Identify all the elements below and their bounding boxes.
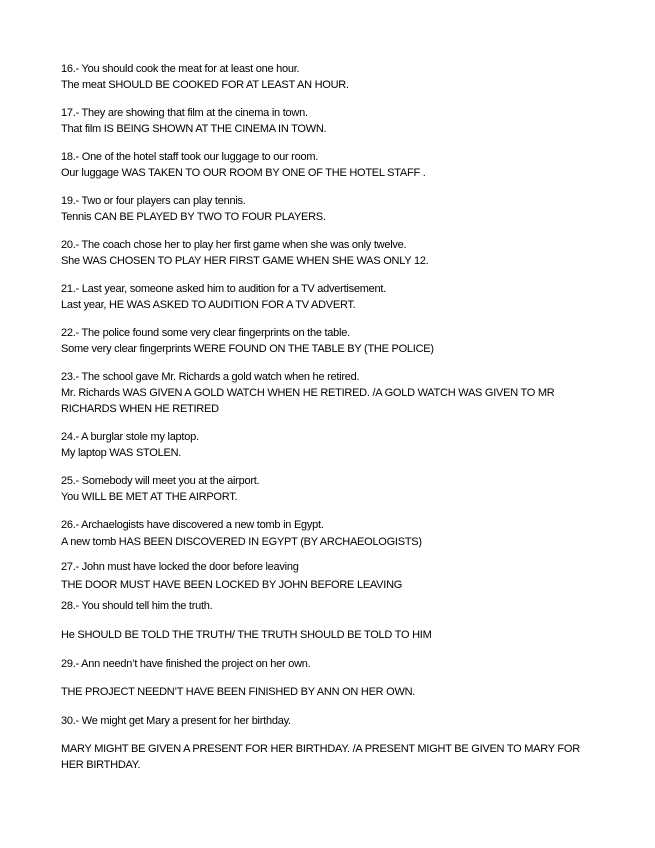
exercise-25-answer: You WILL BE MET AT THE AIRPORT.	[61, 491, 238, 503]
exercise-20-answer: She WAS CHOSEN TO PLAY HER FIRST GAME WHEN SHE WAS ONLY 12.	[61, 255, 429, 267]
exercise-17-question: 17.- They are showing that film at the cinema in town.	[61, 107, 308, 119]
exercise-19-answer: Tennis CAN BE PLAYED BY TWO TO FOUR PLAYERS.	[61, 211, 326, 223]
exercise-16-question: 16.- You should cook the meat for at least one hour.	[61, 63, 300, 75]
exercise-19-question: 19.- Two or four players can play tennis.	[61, 195, 246, 207]
exercise-16-answer: The meat SHOULD BE COOKED FOR AT LEAST AN HOUR.	[61, 79, 349, 91]
exercise-20-question: 20.- The coach chose her to play her first game when she was only twelve.	[61, 239, 407, 251]
exercise-23-answer: Mr. Richards WAS GIVEN A GOLD WATCH WHEN HE RETIRED. /A GOLD WATCH WAS GIVEN TO MR RICHARDS WHEN HE RETIRED	[61, 387, 555, 415]
exercise-18-question: 18.- One of the hotel staff took our luggage to our room.	[61, 151, 319, 163]
exercise-21-answer: Last year, HE WAS ASKED TO AUDITION FOR A TV ADVERT.	[61, 299, 356, 311]
exercise-26-answer: A new tomb HAS BEEN DISCOVERED IN EGYPT (BY ARCHAEOLOGISTS)	[61, 536, 422, 548]
exercise-22-answer: Some very clear fingerprints WERE FOUND ON THE TABLE BY (THE POLICE)	[61, 343, 434, 355]
exercise-24-answer: My laptop WAS STOLEN.	[61, 447, 182, 459]
exercise-18-answer: Our luggage WAS TAKEN TO OUR ROOM BY ONE OF THE HOTEL STAFF .	[61, 167, 426, 179]
exercise-22-question: 22.- The police found some very clear fingerprints on the table.	[61, 327, 350, 339]
exercise-27-question: 27.- John must have locked the door before leaving	[61, 561, 299, 573]
exercise-24-question: 24.- A burglar stole my laptop.	[61, 431, 199, 443]
exercise-17-answer: That film IS BEING SHOWN AT THE CINEMA IN TOWN.	[61, 123, 327, 135]
exercise-26-question: 26.- Archaelogists have discovered a new tomb in Egypt.	[61, 519, 324, 531]
exercise-27-answer: THE DOOR MUST HAVE BEEN LOCKED BY JOHN BEFORE LEAVING	[61, 579, 403, 591]
exercise-25-question: 25.- Somebody will meet you at the airport.	[61, 475, 260, 487]
exercise-23-question: 23.- The school gave Mr. Richards a gold watch when he retired.	[61, 371, 360, 383]
exercise-21-question: 21.- Last year, someone asked him to audition for a TV advertisement.	[61, 283, 386, 295]
exercise-30-question: 30.- We might get Mary a present for her birthday.	[61, 715, 291, 727]
exercise-29-answer: THE PROJECT NEEDN’T HAVE BEEN FINISHED BY ANN ON HER OWN.	[61, 686, 416, 698]
exercise-29-question: 29.- Ann needn’t have finished the project on her own.	[61, 658, 311, 670]
exercise-30-answer: MARY MIGHT BE GIVEN A PRESENT FOR HER BIRTHDAY. /A PRESENT MIGHT BE GIVEN TO MARY FOR HER BIRTHDAY.	[61, 743, 580, 771]
exercise-28-answer: He SHOULD BE TOLD THE TRUTH/ THE TRUTH SHOULD BE TOLD TO HIM	[61, 629, 432, 641]
exercise-28-question: 28.- You should tell him the truth.	[61, 600, 213, 612]
